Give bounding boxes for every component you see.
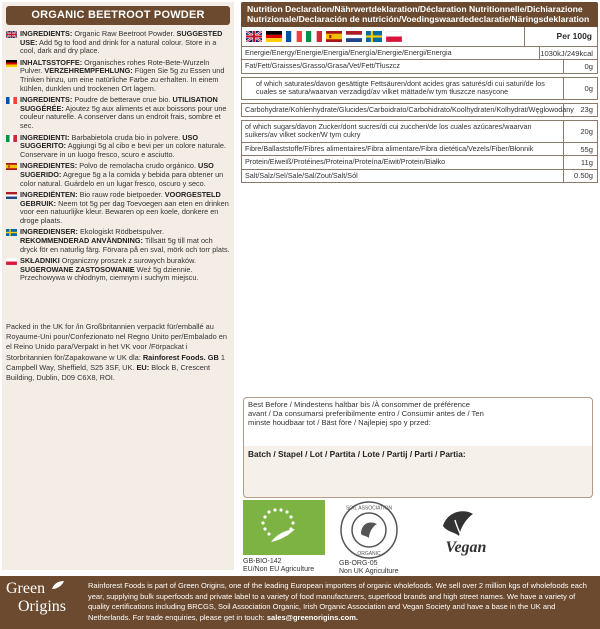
ingredient-block-se bbox=[6, 228, 232, 254]
footer-text bbox=[88, 581, 596, 623]
ingredients-text: Bio rauw rode bietpoeder. bbox=[77, 190, 165, 200]
logo-line-1: Green bbox=[6, 580, 46, 597]
ingredients-text: Polvo de remolacha crudo orgánico. bbox=[77, 161, 199, 171]
flag-de-icon bbox=[266, 31, 282, 42]
soil-cert-code: GB-ORG-05 bbox=[339, 560, 378, 567]
usage-text: Aggiungi 5g al cibo e bevi per un colore naturale. Conservare in un luogo fresco, scuro e asciutto. bbox=[20, 141, 226, 159]
eu-cert-caption: EU/Non EU Agriculture bbox=[243, 566, 315, 573]
product-title: ORGANIC BEETROOT POWDER bbox=[6, 6, 230, 25]
nutrient-value: 55g bbox=[580, 144, 593, 154]
usage-text: Agregue 5g a la comida y bebida para obtener un color natural. Guárdelo en un lugar fresco, oscuro y seco. bbox=[20, 169, 224, 188]
usage-title: UTILISATION SUGGÉRÉE: bbox=[20, 95, 218, 113]
nutrient-value: 0g bbox=[584, 83, 593, 93]
usage-text: Tillsätt 5g till mat och dryck för en naturlig färg. Förvara på en sval, mörk och torr plats. bbox=[20, 236, 230, 254]
nutrition-header: Nutrition Declaration/Nährwertdeklaration/Déclaration Nutritionnelle/Dichiarazione Nutrizionale/Declaración de nutrición/Voedingswaardedeclaratie/Näringsdeklaration bbox=[241, 2, 598, 27]
usage-title: SUGGESTED USE: bbox=[20, 29, 223, 47]
packed-for-text bbox=[6, 322, 234, 383]
footer-description: Rainforest Foods is part of Green Origins, one of the leading European importers of organic wholefoods. We sell over 2 million kgs of wholefoods each year, supplying bulk superfoods and private label to a variety of food manufacturers, superfood brands and high street names. We have a variety of quality certifications including BRCGS, Soil Association Organic, Irish Organic Association and Vegan Society and have a base in the UK and Netherlands. For trade enquiries, please get in touch: bbox=[88, 581, 587, 622]
ingredients-title: INGREDIENTS: bbox=[20, 29, 73, 38]
eu-organic-leaf-icon bbox=[243, 500, 325, 555]
ingredients-title: SKŁADNIKI bbox=[20, 256, 60, 266]
usage-title: SUGEROWANE ZASTOSOWANIE bbox=[20, 264, 135, 274]
usage-text: Fügen Sie 5g zu Essen und Trinken hinzu, um eine natürliche Farbe zu erhalten. In einem kühlen, dunklen und trockenen Ort lagern. bbox=[20, 66, 225, 93]
ingredient-block-es bbox=[6, 162, 232, 188]
nutrient-value: 23g bbox=[580, 105, 593, 115]
nutrition-row bbox=[241, 170, 598, 183]
nutrient-value: 20g bbox=[580, 126, 593, 136]
flag-se-icon bbox=[6, 229, 17, 236]
vegan-society-logo-icon bbox=[433, 502, 495, 564]
nutrient-label: Protein/Eiweiß/Protéines/Proteina/Proteína/Eiwit/Protein/Białko bbox=[242, 156, 564, 168]
packed-company: Rainforest Foods. GB bbox=[142, 352, 219, 362]
nutrition-row bbox=[241, 103, 598, 117]
flag-pl-icon bbox=[6, 258, 17, 265]
flag-se-icon bbox=[366, 31, 382, 42]
nutrition-row bbox=[241, 60, 598, 73]
flag-nl-icon bbox=[346, 31, 362, 42]
usage-title: VERZEHREMPFEHLUNG: bbox=[44, 66, 133, 76]
language-flags-row bbox=[241, 27, 598, 47]
soil-association-cert bbox=[339, 500, 399, 576]
ingredients-title: INHALTSSTOFFE: bbox=[20, 57, 83, 67]
language-flags bbox=[242, 31, 524, 42]
ingredient-block-nl bbox=[6, 191, 232, 225]
nutrition-row bbox=[241, 143, 598, 156]
ingredients-title: INGREDIËNTEN: bbox=[20, 190, 78, 200]
ingredient-block-uk bbox=[6, 30, 232, 56]
packed-eu-label: EU: bbox=[136, 362, 150, 372]
nutrient-label: Carbohydrate/Kohlenhydrate/Glucides/Carboidrato/Carbohidrato/Koolhydraten/Kolhydrat/Węglowodany bbox=[242, 104, 564, 116]
nutrition-row bbox=[241, 47, 598, 60]
packed-eu-address: Block B, Crescent Building, Dublin, D09 C6X8, ROI. bbox=[6, 362, 211, 383]
vegan-label: Vegan bbox=[445, 539, 487, 556]
best-before-text: Best Before / Mindestens haltbar bis /À consommer de préférence avant / Da consumarsi preferibilmente entro / Consumir antes de / Ten minste houdbaar tot / Bäst före / Najlepiej spo y przed: bbox=[248, 400, 484, 427]
ingredients-title: INGREDIENTS: bbox=[20, 95, 73, 105]
flag-uk-icon bbox=[246, 31, 262, 42]
ingredients-text: Organic Raw Beetroot Powder. bbox=[72, 29, 177, 38]
nutrient-value: 11g bbox=[580, 157, 593, 167]
soil-association-logo-icon bbox=[339, 500, 399, 560]
flag-es-icon bbox=[326, 31, 342, 42]
ingredients-title: INGREDIENSER: bbox=[20, 227, 78, 237]
logo-line-2: Origins bbox=[18, 598, 66, 615]
usage-title: REKOMMENDERAD ANVÄNDNING: bbox=[20, 236, 143, 246]
footer-email: sales@greenorigins.com. bbox=[266, 612, 358, 622]
flag-fr-icon bbox=[6, 97, 17, 104]
ingredients-title: INGREDIENTES: bbox=[20, 161, 78, 171]
nutrient-label: Fat/Fett/Graisses/Grasso/Grasa/Vet/Fett/Tłuszcz bbox=[242, 60, 564, 72]
packed-text: Packed in the UK for /in Großbritannien verpackt für/emballé au Royaume-Uni pour/Confezionato nel Regno Unito per/Embalado en el Reino Unido para/Verpakt in het VK voor /Förpackat i Storbritannien för/Zapakowane w UK dla: bbox=[6, 322, 228, 362]
flag-nl-icon bbox=[6, 192, 17, 199]
nutrient-value: 1030kJ/249kcal bbox=[540, 48, 593, 58]
flag-es-icon bbox=[6, 163, 17, 170]
nutrient-label: Salt/Salz/Sel/Sale/Sal/Zout/Salt/Sól bbox=[242, 170, 564, 182]
soil-association-top-text: SOIL ASSOCIATION bbox=[345, 505, 393, 512]
nutrition-table bbox=[241, 2, 598, 183]
nutrient-label: Fibre/Ballaststoffe/Fibres alimentaires/Fibra alimentare/Fibra dietética/Vezels/Fiber/Błonnik bbox=[242, 143, 564, 155]
ingredients-text: Barbabietola cruda bio in polvere. bbox=[69, 132, 183, 142]
flag-fr-icon bbox=[286, 31, 302, 42]
nutrition-row bbox=[241, 77, 598, 100]
vegan-cert bbox=[433, 502, 495, 564]
ingredient-block-it bbox=[6, 134, 232, 160]
ingredients-title: INGREDIENTI: bbox=[20, 132, 70, 142]
ingredients-text: Poudre de betterave crue bio. bbox=[72, 95, 173, 105]
usage-text: Ajoutez 5g aux aliments et aux boissons pour une couleur naturelle. A conserver dans un endroit frais, sombre et sec. bbox=[20, 103, 227, 130]
eu-organic-cert bbox=[243, 500, 325, 574]
packed-address: 1 Campbell Way, Sheffield, S25 3SF, UK. bbox=[6, 352, 225, 372]
usage-title: VOORGESTELD GEBRUIK: bbox=[20, 190, 221, 208]
per-100g-label: Per 100g bbox=[524, 27, 597, 46]
nutrient-value: 0g bbox=[584, 62, 593, 72]
nutrition-row bbox=[241, 156, 598, 169]
flag-de-icon bbox=[6, 60, 17, 67]
nutrition-row bbox=[241, 120, 598, 143]
ingredients-list bbox=[6, 30, 232, 286]
usage-text: Weź 5g dziennie. Przechowywa w chłodnym, ciemnym i suchym miejscu. bbox=[20, 264, 199, 283]
nutrition-rows bbox=[241, 47, 598, 183]
usage-text: Neem tot 5g per dag Toevoegen aan eten en drinken voor een natuurlijke kleur. Bewaren op een koele, donkere en droge plaats. bbox=[20, 198, 229, 225]
soil-cert-caption: Non UK Agriculture bbox=[339, 568, 399, 575]
batch-text: Batch / Stapel / Lot / Partita / Lote / Partij / Parti / Partia: bbox=[248, 449, 466, 459]
leaf-icon bbox=[51, 580, 65, 590]
green-origins-logo bbox=[6, 580, 84, 624]
ingredients-text: Organiczny proszek z surowych buraków. bbox=[59, 256, 196, 266]
nutrient-label: of which sugars/davon Zucker/dont sucres/di cui zuccheri/de los cuales azúcares/waarvan suikers/av vilket socker/W tym cukry bbox=[242, 121, 564, 142]
flag-it-icon bbox=[306, 31, 322, 42]
usage-title: USO SUGERIDO: bbox=[20, 161, 214, 179]
flag-pl-icon bbox=[386, 31, 402, 42]
nutrient-label: of which saturates/davon gesättigte Fettsäuren/dont acides gras saturés/di cui saturi/de los cuales se satura/waarvan verzadigd/av vilket mättade/w tym tłuszcze nasycone bbox=[242, 78, 564, 99]
ingredient-block-de bbox=[6, 59, 232, 93]
ingredients-text: Ekologiskt Rödbetspulver. bbox=[77, 227, 164, 237]
ingredients-panel bbox=[2, 2, 234, 570]
soil-association-bottom-text: ORGANIC bbox=[357, 551, 381, 557]
batch-box bbox=[243, 446, 593, 498]
usage-title: USO SUGGERITO: bbox=[20, 132, 199, 151]
eu-cert-code: GB-BIO-142 bbox=[243, 558, 282, 565]
flag-uk-icon bbox=[6, 31, 17, 38]
ingredients-text: Organisches rohes Rote-Bete-Wurzeln Pulver. bbox=[20, 57, 210, 76]
flag-it-icon bbox=[6, 135, 17, 142]
footer-bar bbox=[0, 576, 600, 629]
usage-text: Add 5g to food and drink for a natural colour. Store in a cool, dark and dry place. bbox=[20, 37, 217, 56]
nutrient-label: Energie/Energy/Energie/Energia/Energía/Energie/Energi/Energia bbox=[242, 47, 540, 59]
ingredient-block-pl bbox=[6, 257, 232, 283]
nutrient-value: 0.50g bbox=[573, 171, 593, 181]
ingredient-block-fr bbox=[6, 96, 232, 130]
